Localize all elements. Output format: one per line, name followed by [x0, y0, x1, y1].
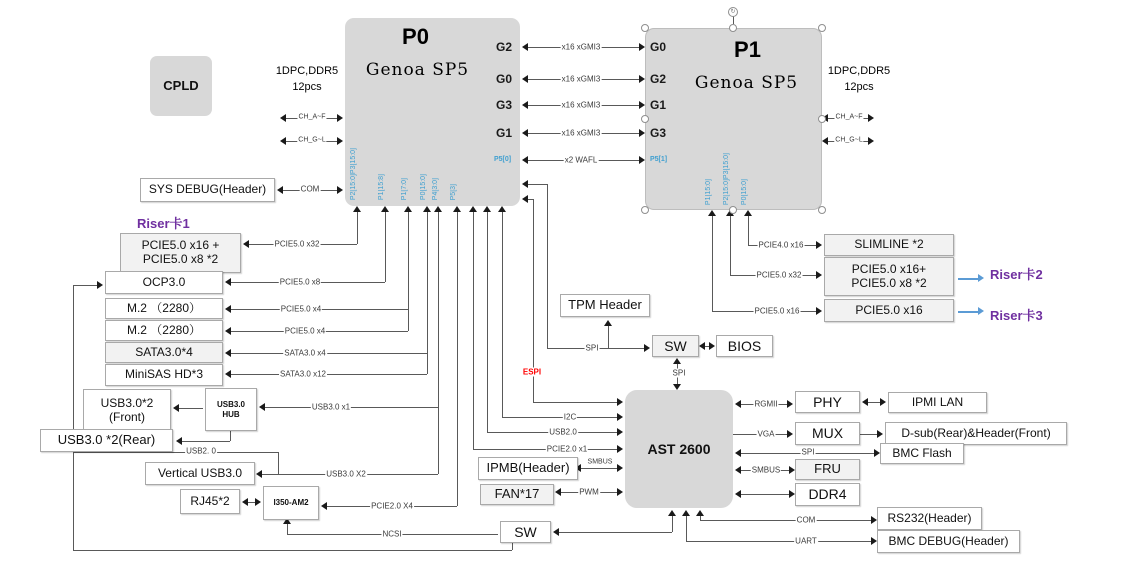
connector-line: [559, 532, 672, 533]
arrowhead: [243, 240, 249, 248]
arrowhead: [255, 498, 261, 506]
connector-line: [748, 216, 749, 245]
wire-label-pwm: PWM: [579, 487, 599, 497]
wire-label-pcie20x1: PCIE2.0 x1: [546, 444, 588, 454]
selection-handle[interactable]: [641, 24, 649, 32]
usb-hub-line2: HUB: [222, 409, 240, 419]
p1-cpu-block[interactable]: [645, 28, 822, 210]
wire-label-ch-af-right: CH_A~F: [835, 113, 863, 121]
rotate-handle[interactable]: ↻: [728, 7, 738, 17]
connector-line: [672, 516, 673, 532]
wire-label-ch-gl-left: CH_G~L: [298, 136, 326, 144]
sw-spi-box[interactable]: [652, 335, 699, 357]
arrowhead: [816, 271, 822, 279]
wire-label-vga: VGA: [757, 429, 775, 439]
arrowhead: [978, 274, 984, 282]
arrowhead: [816, 307, 822, 315]
arrowhead: [522, 129, 528, 137]
arrowhead: [816, 241, 822, 249]
connector-line: [686, 541, 871, 542]
wire-label-pcie50x4-2: PCIE5.0 x4: [284, 326, 326, 336]
riser2-box[interactable]: [824, 257, 954, 296]
arrowhead: [708, 210, 716, 216]
p1-port-p1-15-0: P1[15:0]: [705, 178, 712, 205]
connector-line: [231, 353, 427, 354]
p0-memory-line1: 1DPC,DDR5: [275, 65, 339, 77]
arrowhead: [337, 137, 343, 145]
slimline-box[interactable]: [824, 234, 954, 256]
tpm-label: TPM Header: [568, 297, 642, 313]
connector-line: [958, 278, 978, 280]
p1-port-g0: G0: [650, 40, 667, 54]
usb-rear-box[interactable]: [40, 429, 173, 452]
connector-line: [385, 212, 386, 282]
wire-label-xgmi3-2: x16 xGMI3: [561, 74, 601, 84]
arrowhead: [434, 206, 442, 212]
bmc-debug-box[interactable]: [877, 530, 1020, 553]
arrowhead: [639, 43, 645, 51]
sw-spi-label: SW: [664, 337, 687, 354]
p1-port-g1: G1: [650, 98, 667, 112]
wire-label-com: COM: [300, 184, 320, 194]
sw-ncsi-box[interactable]: [500, 521, 551, 543]
connector-line: [408, 212, 409, 331]
ast2600-label: AST 2600: [647, 440, 711, 457]
riser2-title: Riser卡2: [990, 267, 1043, 282]
arrowhead: [483, 206, 491, 212]
rs232-label: RS232(Header): [887, 510, 972, 525]
p0-chip-label: Genoa SP5: [365, 60, 470, 81]
arrowhead: [880, 398, 886, 406]
arrowhead: [709, 342, 715, 350]
riser1-row1: PCIE5.0 x16 +: [141, 238, 220, 253]
arrowhead: [242, 498, 248, 506]
arrowhead: [673, 358, 681, 364]
cpld-label: CPLD: [163, 77, 199, 93]
ipmi-lan-label: IPMI LAN: [911, 394, 964, 409]
riser1-title: Riser卡1: [137, 216, 190, 231]
p1-memory-note: [820, 64, 898, 96]
arrowhead: [423, 206, 431, 212]
p0-port-p1-15-8: P1[15:8]: [378, 173, 385, 200]
arrowhead: [453, 206, 461, 212]
arrowhead: [617, 428, 623, 436]
tpm-header-box[interactable]: [560, 294, 650, 317]
p0-memory-line2: 12pcs: [292, 80, 322, 93]
arrowhead: [225, 305, 231, 313]
arrowhead: [644, 344, 650, 352]
arrowhead: [225, 327, 231, 335]
arrowhead: [639, 156, 645, 164]
usb-hub-box[interactable]: [205, 388, 257, 431]
connector-line: [182, 441, 230, 442]
ipmi-lan-box[interactable]: [888, 392, 987, 413]
usb-rear-label: USB3.0 *2(Rear): [57, 432, 156, 448]
connector-line: [457, 212, 458, 506]
connector-line: [473, 212, 474, 449]
usb-front-line1: USB3.0*2: [100, 396, 154, 411]
minisas-label: MiniSAS HD*3: [124, 367, 204, 382]
arrowhead: [868, 137, 874, 145]
wire-label-ch-af-left: CH_A~F: [298, 113, 326, 121]
p1-title: P1: [734, 37, 761, 62]
arrowhead: [277, 186, 283, 194]
arrowhead: [321, 502, 327, 510]
wire-label-pcie20x4: PCIE2.0 X4: [371, 501, 413, 511]
connector-line: [73, 452, 278, 453]
wire-label-ncsi: NCSI: [382, 529, 402, 539]
arrowhead: [469, 206, 477, 212]
connector-line: [502, 417, 617, 418]
arrowhead: [553, 528, 559, 536]
i350-box[interactable]: [263, 486, 319, 520]
fan-box[interactable]: [480, 484, 554, 505]
riser1-row2: PCIE5.0 x8 *2: [142, 252, 219, 266]
arrowhead: [617, 398, 623, 406]
wire-label-espi: ESPI: [522, 367, 542, 377]
arrowhead: [225, 278, 231, 286]
wire-label-xgmi3-4: x16 xGMI3: [561, 128, 601, 138]
arrowhead: [639, 75, 645, 83]
riser3-box-label: PCIE5.0 x16: [855, 302, 923, 317]
arrowhead: [522, 180, 528, 188]
p0-port-p5-3: P5[3]: [450, 183, 457, 200]
arrowhead: [225, 349, 231, 357]
connector-line: [231, 374, 427, 375]
p0-port-g0: G0: [496, 72, 513, 86]
p0-port-g2: G2: [496, 40, 513, 54]
wire-label-pcie50x32-left: PCIE5.0 x32: [274, 239, 320, 249]
connector-line: [533, 402, 617, 403]
connector-line: [686, 516, 687, 541]
wire-label-pcie50x8: PCIE5.0 x8: [279, 277, 321, 287]
rj45-box[interactable]: [180, 489, 240, 514]
mux-label: MUX: [811, 425, 844, 442]
connector-line: [512, 543, 513, 550]
arrowhead: [639, 129, 645, 137]
phy-box[interactable]: [795, 391, 860, 413]
selection-handle[interactable]: [729, 206, 737, 214]
arrowhead: [673, 384, 681, 390]
connector-line: [712, 216, 713, 311]
wire-label-xgmi3-1: x16 xGMI3: [561, 42, 601, 52]
rj45-label: RJ45*2: [190, 493, 230, 508]
bmc-flash-label: BMC Flash: [892, 445, 952, 460]
sw-ncsi-label: SW: [514, 523, 537, 540]
selection-handle[interactable]: [641, 115, 649, 123]
connector-line: [958, 311, 978, 313]
arrowhead: [522, 75, 528, 83]
arrowhead: [604, 320, 612, 326]
arrowhead: [498, 206, 506, 212]
p1-port-g3: G3: [650, 126, 667, 140]
riser2-row1: PCIE5.0 x16+: [851, 261, 927, 276]
arrowhead: [256, 470, 262, 478]
usb-hub-line1: USB3.0: [216, 400, 245, 410]
arrowhead: [699, 342, 705, 350]
rs232-box[interactable]: [877, 507, 982, 530]
connector-line: [278, 452, 279, 474]
arrowhead: [337, 114, 343, 122]
wire-label-pcie50x4-1: PCIE5.0 x4: [280, 304, 322, 314]
wire-label-smbus-fru: SMBUS: [751, 465, 781, 475]
connector-line: [265, 407, 438, 408]
arrowhead: [337, 186, 343, 194]
connector-line: [248, 502, 255, 503]
connector-line: [438, 212, 439, 474]
arrowhead: [280, 114, 286, 122]
sys-debug-header-box[interactable]: [140, 178, 275, 202]
arrowhead: [735, 400, 741, 408]
m2-box-2[interactable]: [105, 320, 223, 341]
arrowhead: [617, 464, 623, 472]
p0-port-p1-7-0: P1[7:0]: [401, 177, 408, 200]
selection-handle[interactable]: [818, 206, 826, 214]
sys-debug-label: SYS DEBUG(Header): [148, 182, 267, 197]
arrowhead: [225, 370, 231, 378]
wire-label-spi-p0: SPI: [585, 343, 599, 353]
p1-memory-line1: 1DPC,DDR5: [827, 65, 891, 77]
wire-label-pcie40x16: PCIE4.0 x16: [758, 240, 804, 250]
vertical-usb-box[interactable]: [145, 462, 255, 485]
arrowhead: [97, 281, 103, 289]
arrowhead: [617, 488, 623, 496]
arrowhead: [877, 430, 883, 438]
arrowhead: [639, 101, 645, 109]
arrowhead: [259, 403, 265, 411]
riser2-row2: PCIE5.0 x8 *2: [851, 275, 927, 290]
slimline-label: SLIMLINE *2: [854, 237, 924, 252]
arrowhead: [381, 206, 389, 212]
connector-line: [528, 184, 547, 185]
connector-line: [547, 184, 548, 348]
minisas-box[interactable]: [105, 364, 223, 386]
arrowhead: [522, 195, 528, 203]
connector-line: [73, 550, 512, 551]
p1-port-p0-15-0: P0[15:0]: [741, 178, 748, 205]
arrowhead: [522, 101, 528, 109]
connector-line: [73, 285, 74, 550]
fan-label: FAN*17: [494, 486, 540, 502]
arrowhead: [668, 510, 676, 516]
dsub-label: D-sub(Rear)&Header(Front): [901, 425, 1051, 440]
ddr4-label: DDR4: [808, 486, 847, 503]
arrowhead: [522, 43, 528, 51]
m2-label-1: M.2 （2280）: [126, 300, 202, 315]
wire-label-sata4: SATA3.0 x4: [284, 348, 326, 358]
connector-line: [741, 494, 789, 495]
connector-line: [179, 408, 203, 409]
arrowhead: [404, 206, 412, 212]
arrowhead: [787, 430, 793, 438]
connector-line: [230, 431, 231, 441]
p1-port-g2: G2: [650, 72, 667, 86]
arrowhead: [978, 307, 984, 315]
bios-label: BIOS: [727, 337, 762, 354]
connector-line: [487, 212, 488, 432]
arrowhead: [173, 404, 179, 412]
connector-line: [860, 434, 877, 435]
wire-label-usb30x2: USB3.0 X2: [326, 469, 366, 479]
selection-handle[interactable]: [641, 206, 649, 214]
arrowhead: [787, 400, 793, 408]
phy-label: PHY: [813, 393, 842, 410]
connector-line: [581, 468, 617, 469]
vertical-usb-label: Vertical USB3.0: [157, 465, 243, 480]
connector-line: [287, 524, 288, 534]
connector-line: [730, 216, 731, 275]
p0-port-p2p3: P2[15:0]P3[15:0]: [350, 147, 357, 200]
connector-line: [502, 212, 503, 417]
wire-label-usb30x1: USB3.0 x1: [311, 402, 351, 412]
usb-front-line2: (Front): [109, 410, 145, 424]
p0-port-g3: G3: [496, 98, 513, 112]
wire-label-usb20: USB2.0: [549, 427, 577, 437]
arrowhead: [555, 488, 561, 496]
p0-port-p0-15-0: P0[15:0]: [420, 173, 427, 200]
bmc-flash-box[interactable]: [880, 443, 964, 464]
wire-label-wafl: x2 WAFL: [564, 155, 598, 165]
ocp30-box[interactable]: [105, 271, 223, 294]
arrowhead: [735, 490, 741, 498]
p0-port-p5-0: P5[0]: [494, 156, 512, 163]
connector-line: [73, 285, 97, 286]
arrowhead: [522, 156, 528, 164]
sata-label: SATA3.0*4: [135, 344, 193, 359]
arrowhead: [735, 449, 741, 457]
selection-handle[interactable]: [729, 24, 737, 32]
bios-box[interactable]: [716, 335, 773, 357]
p0-port-g1: G1: [496, 126, 513, 140]
ipmb-label: IPMB(Header): [486, 460, 570, 476]
wire-label-pcie50x16: PCIE5.0 x16: [754, 306, 800, 316]
wire-label-com-rs232: COM: [796, 515, 816, 525]
ddr4-box[interactable]: [795, 483, 860, 506]
arrowhead: [617, 413, 623, 421]
selection-handle[interactable]: [818, 115, 826, 123]
arrowhead: [862, 398, 868, 406]
p1-memory-line2: 12pcs: [844, 80, 874, 93]
wire-label-spi-sw: SPI: [672, 368, 686, 378]
arrowhead: [353, 206, 361, 212]
m2-label-2: M.2 （2280）: [126, 322, 202, 337]
ocp30-label: OCP3.0: [142, 274, 186, 289]
ast2600-block[interactable]: [625, 390, 733, 508]
selection-handle[interactable]: [818, 24, 826, 32]
sata-box[interactable]: [105, 342, 223, 363]
arrowhead: [744, 210, 752, 216]
arrowhead: [822, 137, 828, 145]
arrowhead: [617, 445, 623, 453]
wire-label-xgmi3-3: x16 xGMI3: [561, 100, 601, 110]
wire-label-i2c: I2C: [563, 412, 577, 422]
p1-port-p2p3: P2[15:0]P3[15:0]: [723, 152, 730, 205]
m2-box-1[interactable]: [105, 298, 223, 319]
p1-port-p5-1: P5[1]: [650, 156, 668, 163]
i350-label: I350-AM2: [273, 498, 309, 508]
p0-port-p4-3-0: P4[3:0]: [432, 177, 439, 200]
riser3-box[interactable]: [824, 299, 954, 322]
wire-label-ch-gl-right: CH_G~L: [835, 136, 863, 144]
arrowhead: [682, 510, 690, 516]
wire-label-spi-flash: SPI: [801, 447, 815, 457]
riser3-title: Riser卡3: [990, 308, 1043, 323]
arrowhead: [176, 437, 182, 445]
wire-label-uart: UART: [795, 536, 817, 546]
connector-line: [357, 212, 358, 244]
wire-label-smbus-ipmb: SMBUS: [587, 458, 613, 466]
wire-label-pcie50x32-right: PCIE5.0 x32: [756, 270, 802, 280]
arrowhead: [735, 466, 741, 474]
wire-label-usb20-left: USB2. 0: [186, 446, 216, 456]
cpld-block[interactable]: [150, 56, 212, 116]
arrowhead: [280, 137, 286, 145]
bmc-debug-label: BMC DEBUG(Header): [888, 533, 1009, 548]
arrowhead: [696, 510, 704, 516]
p0-title: P0: [402, 24, 429, 49]
fru-box[interactable]: [795, 459, 860, 480]
wire-label-rgmii: RGMII: [754, 399, 778, 409]
arrowhead: [868, 114, 874, 122]
fru-label: FRU: [814, 461, 841, 477]
p0-memory-note: [268, 64, 346, 96]
riser1-box[interactable]: [120, 233, 241, 273]
connector-line: [700, 520, 871, 521]
usb-front-box[interactable]: [83, 389, 171, 433]
dsub-box[interactable]: [885, 422, 1067, 445]
connector-line: [427, 212, 428, 374]
wire-label-sata12: SATA3.0 x12: [280, 369, 326, 379]
connector-line: [608, 326, 609, 348]
p1-chip-label: Genoa SP5: [694, 73, 799, 94]
connector-line: [868, 402, 880, 403]
ipmb-box[interactable]: [478, 457, 578, 480]
mux-box[interactable]: [795, 422, 860, 445]
